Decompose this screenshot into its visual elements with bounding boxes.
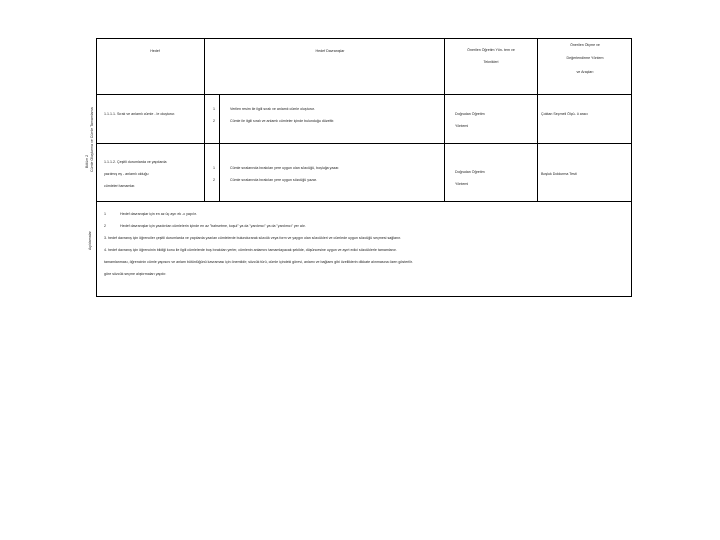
row2-target-line3: cümleleri tamamlar.	[104, 184, 136, 188]
col-divider-num	[219, 94, 220, 201]
header-target: Hedef	[150, 49, 160, 53]
header-bottom-border	[96, 94, 632, 95]
paragraph-line3: tamamlanması, öğrencinin cümle yapısını ve anlam bütünlüğünü kavraması için önemlidir; sözcük türü, cümle içindeki görevi, anlamı ve bağlamı gibi özelliklerin dikkate alınmasına özen gösterilir.	[104, 260, 413, 264]
row2-behavior1-num: 1	[213, 166, 215, 170]
header-eval-line2: Değerlendirme Yöntem	[566, 56, 604, 60]
row1-evaluation: Çoktan Seçmeli Ölçü- ü aracı	[541, 112, 588, 116]
table-right-border	[631, 38, 632, 296]
row1-target: 1.1.1.1. Sıralı ve anlamlı cümle - le oluşturur.	[104, 112, 176, 116]
row2-behavior1: Cümle sıralarında bırakılan yere uygun olan sözcüğü, boşluğa yazar.	[230, 166, 340, 170]
header-eval-line3: ve Araçları	[576, 70, 594, 74]
row1-method-line2: Yöntemi	[455, 124, 469, 128]
note1-num: 1	[104, 212, 106, 216]
notes-side-title: Açıklamalar	[88, 231, 92, 250]
paragraph-line4: göre sözcük seçme alıştırmaları yapılır.	[104, 272, 167, 276]
table-left-border	[96, 38, 97, 296]
row1-bottom-border	[96, 143, 632, 144]
row1-behavior2-num: 2	[213, 119, 215, 123]
header-methods-line2: Teknikleri	[483, 60, 499, 64]
row1-behavior1-num: 1	[213, 107, 215, 111]
row1-method-line1: Doğrudan Öğretim	[455, 112, 485, 116]
row2-method-line1: Doğrudan Öğretim	[455, 170, 485, 174]
row2-target-line1: 1.1.1.2. Çeşitli durumlarda ve yapılarda	[104, 160, 167, 164]
section-label	[85, 155, 89, 168]
header-methods-line1: Önerilen Öğretim Yön- tem ve	[467, 48, 515, 52]
note1-text: Hedef davranışlar için en az üç ayrı ek -c yapılır.	[120, 212, 197, 216]
row1-behavior2: Cümle ile ilgili sıralı ve anlamlı cümleler içinde bulunduğu düzeltir.	[230, 119, 335, 123]
row2-behavior2: Cümle sıralarında bırakılan yere uygun sözcüğü yazar.	[230, 178, 317, 182]
row2-bottom-border	[96, 201, 632, 202]
table-top-border	[96, 38, 632, 39]
paragraph-line2: 4. hedef davranış için öğrencinin bildiği konu ile ilgili cümlelerde boş bırakılan yerler, cümlenin anlamını tamamlayacak şekilde, düşüncesine uygun ve ayırt edici sözcüklerle tamamlanır.	[104, 248, 397, 252]
section-subtitle: Cümle Oluşturma ve Cümle Tamamlama	[90, 107, 94, 172]
row2-behavior2-num: 2	[213, 178, 215, 182]
row1-behavior1: Verilen resim ile ilgili sıralı ve anlamlı cümle oluşturur.	[230, 107, 315, 111]
row2-method-line2: Yöntemi	[455, 182, 469, 186]
header-eval-line1: Önerilen Ölçme ve	[570, 43, 600, 47]
col-divider-methods	[537, 38, 538, 201]
header-behaviors: Hedef Davranışlar	[315, 49, 345, 53]
notes-side-label	[88, 231, 92, 250]
paragraph-line1: 3. hedef davranış için öğrenciler çeşitli durumlarda ve yapılarda yazılan cümlelerde bulundurarak sözcük veya form ve yaygın olan sözcükleri ve cümlede uygun sözcüğü seçmesi sağlanır.	[104, 236, 402, 240]
section-sub-label	[90, 107, 94, 172]
note2-text: Hedef davranışlar için yazdırılan cümlelerin içinde en az "bahsetme, koşul" ya da "yardımcı" ya da "yardımcı" yer alır.	[120, 224, 306, 228]
note2-num: 2	[104, 224, 106, 228]
col-divider-behaviors	[444, 38, 445, 201]
notes-bottom-border	[96, 296, 632, 297]
row2-evaluation: Boşluk Doldurma Testi	[541, 172, 577, 176]
section-title: Bölüm 2	[85, 154, 89, 168]
row2-target-line2: yazılmış eş - anlamlı olduğu	[104, 172, 149, 176]
col-divider-target	[204, 38, 205, 201]
